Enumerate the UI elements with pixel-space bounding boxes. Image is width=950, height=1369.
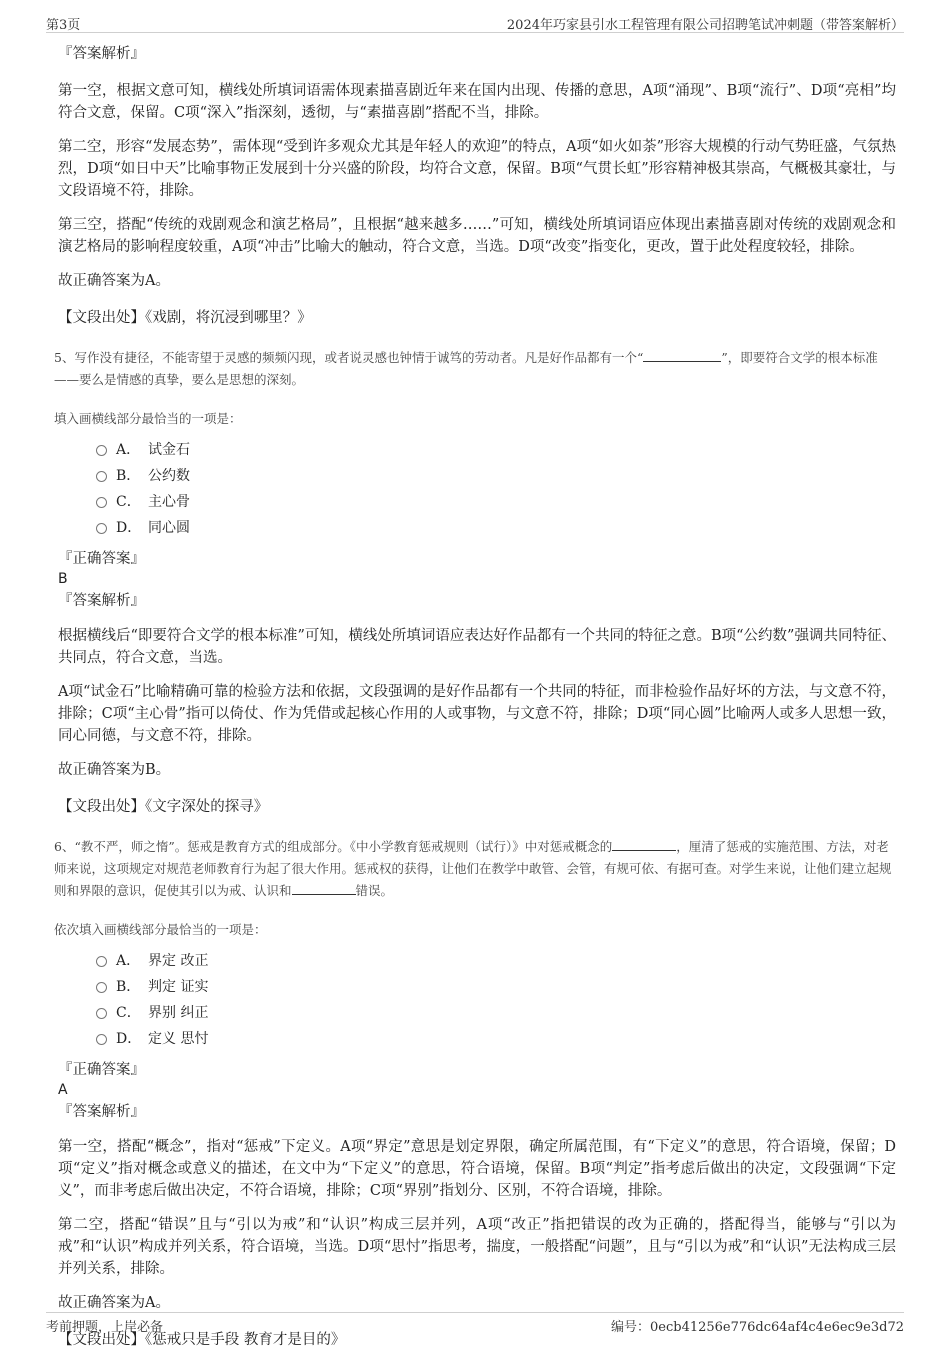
source-citation: 【文段出处】《戏剧，将沉浸到哪里？》 bbox=[58, 310, 312, 326]
correct-answer: B bbox=[58, 571, 68, 587]
analysis-paragraph: 第一空，搭配“概念”，指对“惩戒”下定义。A项“界定”意思是划定界限，确定所属范围，有“下定义”的意思，符合语境，保留；D项“定义”指对概念或意义的描述，在文中为“下定义”的意思，符合语境，保留。B项“判定”指考虑后做出的决定，文段强调“下定义”，而非考虑后做出决定，不符合语境，排除；C项“界别”指划分、区别，不符合语境，排除。 bbox=[58, 1139, 896, 1199]
footer-slogan: 考前押题，上岸必备 bbox=[46, 1320, 164, 1335]
option-list bbox=[96, 948, 896, 1052]
question-stem: 6、“教不严，师之惰”。惩戒是教育方式的组成部分。《中小学教育惩戒规则（试行）》中对惩戒概念的 ，厘清了惩戒的实施范围、方法，对老师来说，这项规定对规范老师教育行为起了很大作用。惩戒权的获得，让他们在教学中敢管、会管，有规可依、有据可查。对学生来说，让他们建立起规则和界限的意识，促使其引以为戒、认识和 错误。 bbox=[54, 839, 892, 898]
analysis-paragraph: 第二空，搭配“错误”且与“引以为戒”和“认识”构成三层并列，A项“改正”指把错误的改为正确的，搭配得当，能够与“引以为戒”和“认识”构成并列关系，符合语境，当选。D项“思忖”指思考，揣度，一般搭配“问题”，且与“引以为戒”和“认识”无法构成三层并列关系，排除。 bbox=[58, 1217, 896, 1277]
correct-answer-tag: 『正确答案』 bbox=[58, 551, 145, 567]
source-citation: 【文段出处】《文字深处的探寻》 bbox=[58, 799, 269, 815]
correct-answer-tag: 『正确答案』 bbox=[58, 1062, 145, 1078]
option-b[interactable]: B． 判定 证实 bbox=[96, 974, 896, 1000]
option-c[interactable]: C． 主心骨 bbox=[96, 489, 896, 515]
radio-icon[interactable] bbox=[96, 497, 107, 508]
question-instruction: 填入画横线部分最恰当的一项是： bbox=[54, 411, 242, 426]
document-body bbox=[54, 44, 896, 1369]
analysis-tag: 『答案解析』 bbox=[58, 593, 145, 609]
page-number: 第3页 bbox=[46, 18, 81, 33]
option-d[interactable]: D． 同心圆 bbox=[96, 515, 896, 541]
analysis-paragraph: 第三空，搭配“传统的戏剧观念和演艺格局”，且根据“越来越多……”可知，横线处所填词语应体现出素描喜剧对传统的戏剧观念和演艺格局的影响程度较重，A项“冲击”比喻大的触动，符合文意，当选。D项“改变”指变化，更改，置于此处程度较轻，排除。 bbox=[58, 217, 896, 255]
analysis-paragraph: 第一空，根据文意可知，横线处所填词语需体现素描喜剧近年来在国内出现、传播的意思，A项“涌现”、B项“流行”、D项“亮相”均符合文意，保留。C项“深入”指深刻，透彻，与“素描喜剧”搭配不当，排除。 bbox=[58, 83, 896, 121]
radio-icon[interactable] bbox=[96, 956, 107, 967]
radio-icon[interactable] bbox=[96, 471, 107, 482]
radio-icon[interactable] bbox=[96, 1008, 107, 1019]
answer-conclusion: 故正确答案为A。 bbox=[58, 1295, 170, 1311]
answer-blank bbox=[612, 838, 676, 851]
option-c[interactable]: C． 界别 纠正 bbox=[96, 1000, 896, 1026]
radio-icon[interactable] bbox=[96, 1034, 107, 1045]
radio-icon[interactable] bbox=[96, 982, 107, 993]
radio-icon[interactable] bbox=[96, 445, 107, 456]
radio-icon[interactable] bbox=[96, 523, 107, 534]
answer-conclusion: 故正确答案为A。 bbox=[58, 273, 170, 289]
option-b[interactable]: B． 公约数 bbox=[96, 463, 896, 489]
document-title: 2024年巧家县引水工程管理有限公司招聘笔试冲刺题（带答案解析） bbox=[506, 18, 904, 33]
page-header bbox=[46, 12, 904, 33]
option-d[interactable]: D． 定义 思忖 bbox=[96, 1026, 896, 1052]
question-instruction: 依次填入画横线部分最恰当的一项是： bbox=[54, 922, 267, 937]
document-id: 编号：0ecb41256e776dc64af4c4e6ec9e3d72 bbox=[611, 1320, 904, 1335]
page-footer bbox=[46, 1312, 904, 1335]
analysis-tag: 『答案解析』 bbox=[58, 46, 145, 62]
option-a[interactable]: A． 试金石 bbox=[96, 437, 896, 463]
analysis-paragraph: A项“试金石”比喻精确可靠的检验方法和依据，文段强调的是好作品都有一个共同的特征，而非检验作品好坏的方法，与文意不符，排除；C项“主心骨”指可以倚仗、作为凭借或起核心作用的人或事物，与文意不符，排除；D项“同心圆”比喻两人或多人思想一致，同心同德，与文意不符，排除。 bbox=[58, 684, 896, 744]
option-a[interactable]: A． 界定 改正 bbox=[96, 948, 896, 974]
analysis-tag: 『答案解析』 bbox=[58, 1104, 145, 1120]
analysis-paragraph: 根据横线后“即要符合文学的根本标准”可知，横线处所填词语应表达好作品都有一个共同的特征之意。B项“公约数”强调共同特征、共同点，符合文意，当选。 bbox=[58, 628, 896, 666]
question-stem: 5、写作没有捷径，不能寄望于灵感的频频闪现，或者说灵感也钟情于诚笃的劳动者。凡是好作品都有一个“ ”，即要符合文学的根本标准——要么是情感的真挚，要么是思想的深刻。 bbox=[54, 350, 878, 387]
source-citation: 【文段出处】《惩戒只是手段 教育才是目的》 bbox=[58, 1332, 346, 1348]
answer-conclusion: 故正确答案为B。 bbox=[58, 762, 171, 778]
correct-answer: A bbox=[58, 1082, 68, 1098]
analysis-paragraph: 第二空，形容“发展态势”，需体现“受到许多观众尤其是年轻人的欢迎”的特点，A项“如火如荼”形容大规模的行动气势旺盛，气氛热烈，D项“如日中天”比喻事物正发展到十分兴盛的阶段，均符合文意，保留。B项“气贯长虹”形容精神极其崇高，气概极其豪壮，与文段语境不符，排除。 bbox=[58, 139, 896, 199]
answer-blank bbox=[643, 349, 721, 362]
answer-blank bbox=[292, 882, 356, 895]
option-list bbox=[96, 437, 896, 541]
